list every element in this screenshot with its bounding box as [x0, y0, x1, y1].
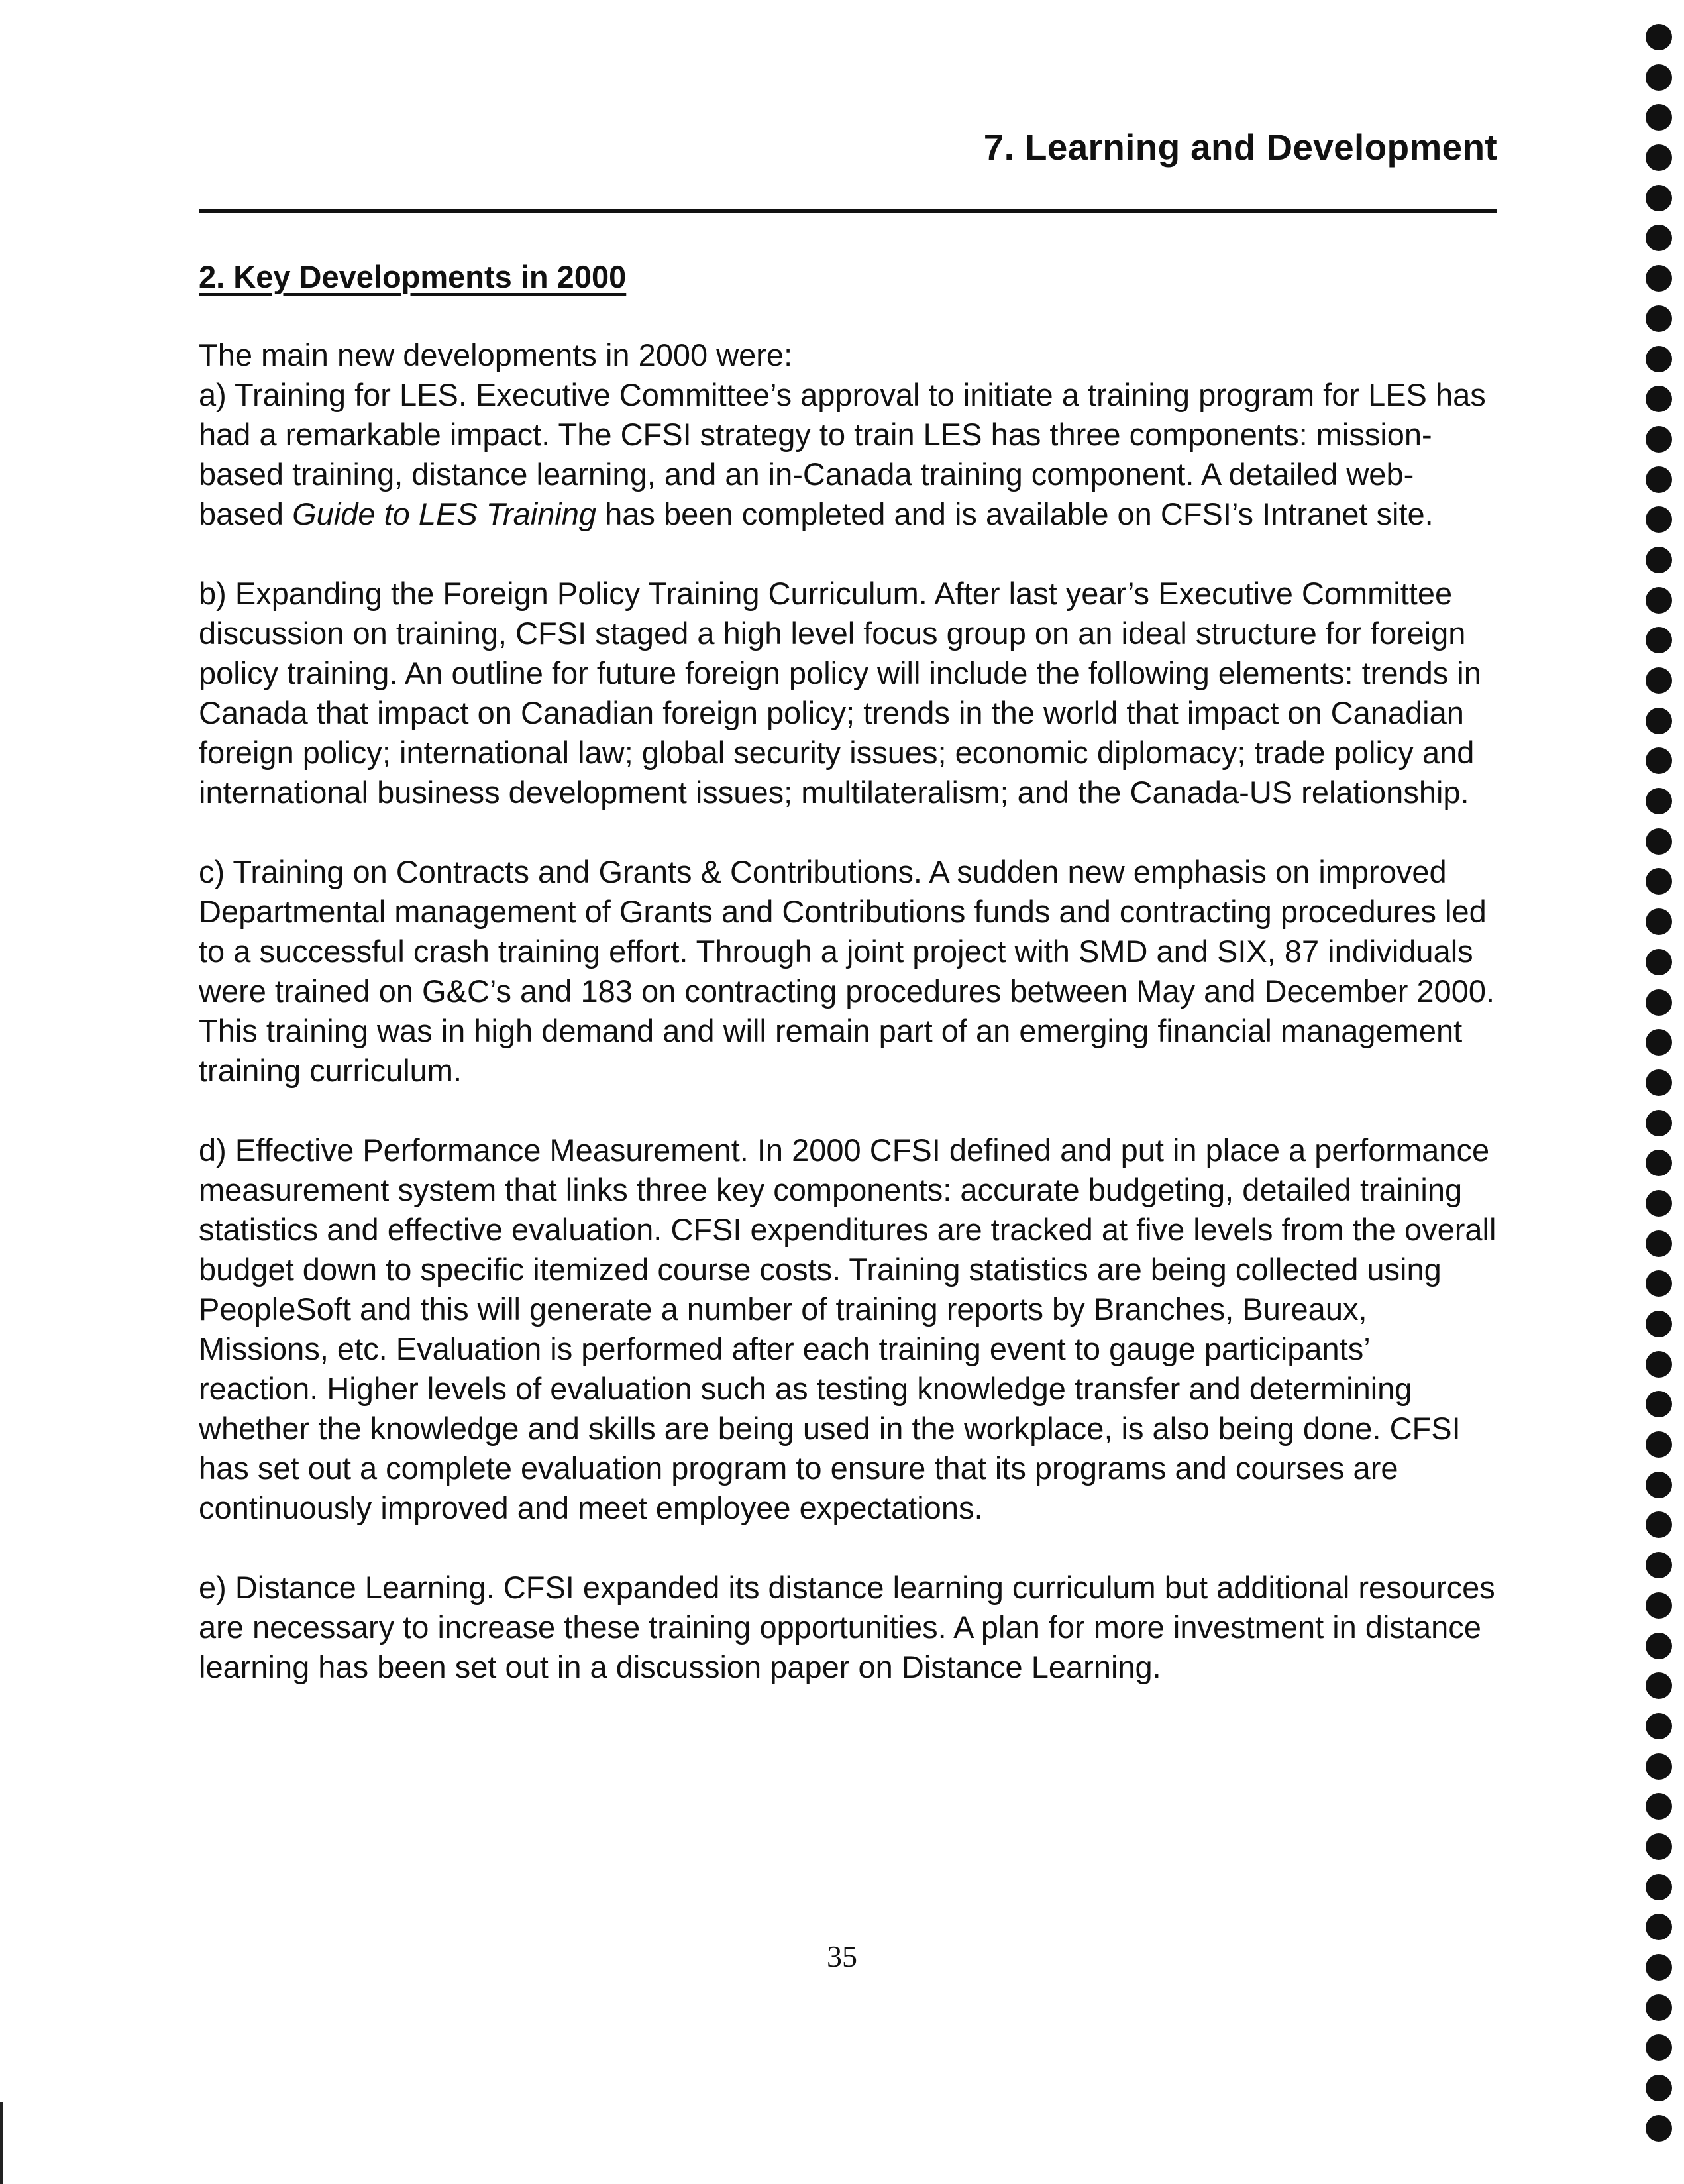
binding-hole	[1646, 1230, 1672, 1257]
binding-hole	[1646, 1833, 1672, 1860]
binding-hole	[1646, 1391, 1672, 1417]
scan-edge-mark	[0, 2102, 3, 2184]
binding-hole	[1646, 225, 1672, 251]
binding-hole	[1646, 1511, 1672, 1538]
binding-hole	[1646, 2034, 1672, 2061]
binding-hole	[1646, 1029, 1672, 1056]
paragraph-foreign-policy: b) Expanding the Foreign Policy Training Curriculum. After last year’s Executive Committee discussion on training, CFSI staged a high level focus group on an ideal structure for foreign policy training. An outline for future foreign policy will include the following elements: trends in Canada that impact on Canadian foreign policy; trends in the world that impact on Canadian foreign policy; international law; global security issues; economic diplomacy; trade policy and international business development issues; multilateralism; and the Canada-US relationship.	[199, 576, 1481, 810]
binding-hole	[1646, 587, 1672, 614]
paragraph-performance: d) Effective Performance Measurement. In 2000 CFSI defined and put in place a performance measurement system that links three key components: accurate budgeting, detailed training statistics and effective evaluation. CFSI expenditures are tracked at five levels from the overall budget down to specific itemized course costs. Training statistics are being collected using PeopleSoft and this will generate a number of training reports by Branches, Bureaux, Missions, etc. Evaluation is performed after each training event to gauge participants’ reaction. Higher levels of evaluation such as testing knowledge transfer and determining whether the knowledge and skills are being used in the workplace, is also being done. CFSI has set out a complete evaluation program to ensure that its programs and courses are continuously improved and meet employee expectations.	[199, 1132, 1497, 1525]
binding-hole	[1646, 708, 1672, 734]
binding-hole	[1646, 466, 1672, 493]
binding-hole	[1646, 1874, 1672, 1900]
binding-holes	[1643, 24, 1675, 2155]
binding-hole	[1646, 426, 1672, 453]
binding-hole	[1646, 144, 1672, 171]
binding-hole	[1646, 1994, 1672, 2021]
paragraph-training-les	[199, 375, 1497, 534]
binding-hole	[1646, 747, 1672, 774]
binding-hole	[1646, 949, 1672, 975]
paragraph-distance-learning: e) Distance Learning. CFSI expanded its distance learning curriculum but additional resources are necessary to increase these training opportunities. A plan for more investment in distance learning has been set out in a discussion paper on Distance Learning.	[199, 1570, 1495, 1684]
binding-hole	[1646, 506, 1672, 533]
binding-hole	[1646, 1713, 1672, 1739]
binding-hole	[1646, 1672, 1672, 1699]
binding-hole	[1646, 386, 1672, 412]
guide-title: Guide to LES Training	[292, 496, 597, 531]
chapter-title: 7. Learning and Development	[983, 127, 1497, 168]
binding-hole	[1646, 1753, 1672, 1780]
binding-hole	[1646, 346, 1672, 372]
binding-hole	[1646, 1793, 1672, 1820]
binding-hole	[1646, 1431, 1672, 1458]
binding-hole	[1646, 104, 1672, 131]
binding-hole	[1646, 1954, 1672, 1981]
binding-hole	[1646, 1592, 1672, 1619]
paragraph-tail: has been completed and is available on CFSI’s Intranet site.	[596, 496, 1434, 531]
binding-hole	[1646, 667, 1672, 694]
binding-hole	[1646, 547, 1672, 573]
body-text	[199, 335, 1497, 1727]
section-title: 2. Key Developments in 2000	[199, 259, 627, 294]
paragraph-lead: a) Training for LES. Executive Committee’s approval to initiate a training program for LES has had a remarkable impact. The CFSI strategy to train LES has three components: mission-based training, distance learning, and an in-Canada training component. A detailed web-based	[199, 377, 1486, 531]
binding-hole	[1646, 868, 1672, 895]
page-number: 35	[827, 1939, 857, 1973]
binding-hole	[1646, 305, 1672, 332]
paragraph-contracts: c) Training on Contracts and Grants & Contributions. A sudden new emphasis on improved Departmental management of Grants and Contributions funds and contracting procedures led to a successful crash training effort. Through a joint project with SMD and SIX, 87 individuals were trained on G&C’s and 183 on contracting procedures between May and December 2000. This training was in high demand and will remain part of an emerging financial management training curriculum.	[199, 854, 1495, 1088]
binding-hole	[1646, 265, 1672, 292]
binding-hole	[1646, 1472, 1672, 1498]
intro-paragraph: The main new developments in 2000 were:	[199, 337, 793, 372]
binding-hole	[1646, 64, 1672, 91]
binding-hole	[1646, 185, 1672, 211]
binding-hole	[1646, 989, 1672, 1016]
binding-hole	[1646, 788, 1672, 814]
binding-hole	[1646, 627, 1672, 653]
binding-hole	[1646, 1351, 1672, 1378]
binding-hole	[1646, 1110, 1672, 1136]
binding-hole	[1646, 1552, 1672, 1578]
binding-hole	[1646, 1150, 1672, 1176]
binding-hole	[1646, 908, 1672, 935]
binding-hole	[1646, 828, 1672, 855]
binding-hole	[1646, 1270, 1672, 1297]
binding-hole	[1646, 1633, 1672, 1659]
header-rule	[199, 209, 1497, 213]
binding-hole	[1646, 1069, 1672, 1096]
binding-hole	[1646, 1190, 1672, 1217]
binding-hole	[1646, 2115, 1672, 2142]
binding-hole	[1646, 2075, 1672, 2101]
binding-hole	[1646, 24, 1672, 50]
binding-hole	[1646, 1311, 1672, 1337]
binding-hole	[1646, 1914, 1672, 1940]
